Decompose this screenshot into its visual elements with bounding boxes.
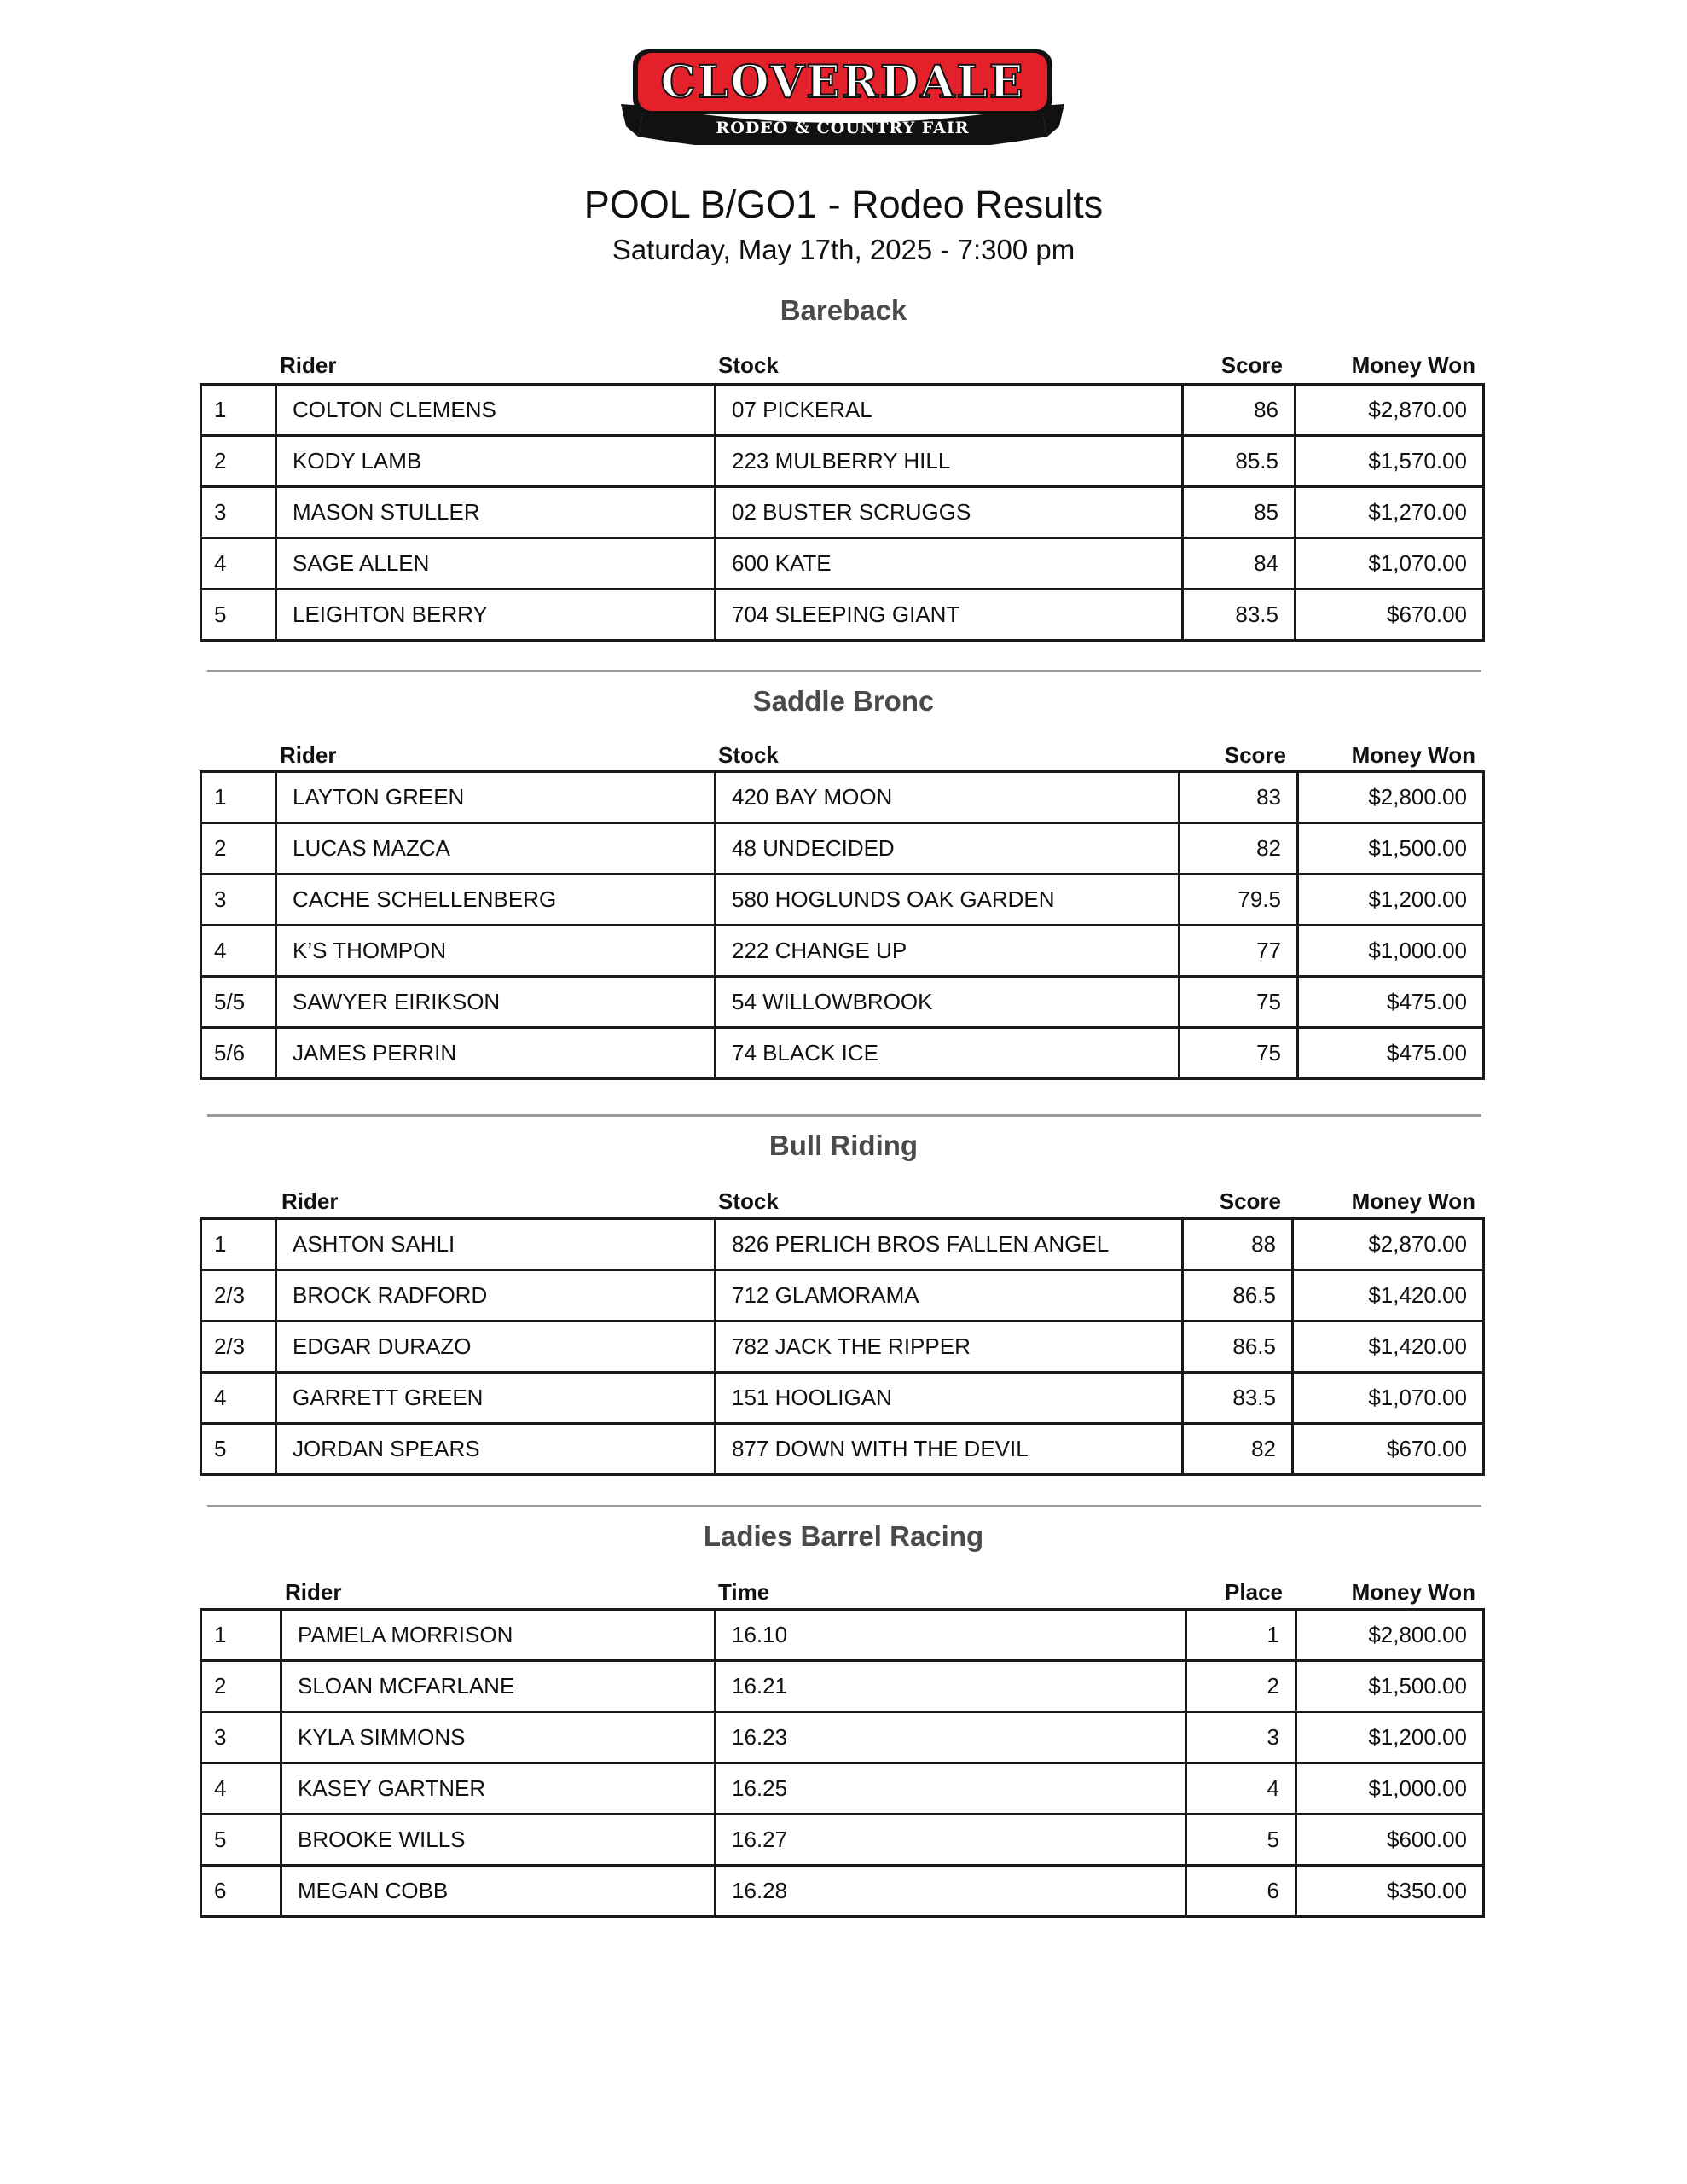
section-title-bull-riding: Bull Riding xyxy=(768,1130,919,1161)
results-table-bull-riding xyxy=(200,1217,1485,1476)
stock-cell: 826 PERLICH BROS FALLEN ANGEL xyxy=(716,1219,1183,1270)
table-row xyxy=(201,1270,1484,1321)
table-row xyxy=(201,823,1484,874)
col-header-score: Score xyxy=(1219,1188,1281,1214)
page-subtitle: Saturday, May 17th, 2025 - 7:300 pm xyxy=(612,234,1075,265)
stock-cell: 704 SLEEPING GIANT xyxy=(716,590,1183,641)
place-cell: 4 xyxy=(201,1373,276,1424)
place-cell: 4 xyxy=(201,538,276,590)
money-cell: $1,420.00 xyxy=(1293,1321,1484,1373)
money-cell: $475.00 xyxy=(1298,977,1484,1028)
rider-cell: KODY LAMB xyxy=(276,436,716,487)
col-header-money-won: Money Won xyxy=(1351,742,1475,768)
table-row xyxy=(201,1424,1484,1475)
score-cell: 75 xyxy=(1180,1028,1298,1079)
money-cell: $1,500.00 xyxy=(1296,1661,1484,1712)
place-value-cell: 5 xyxy=(1186,1815,1296,1866)
money-cell: $1,570.00 xyxy=(1296,436,1484,487)
money-cell: $350.00 xyxy=(1296,1866,1484,1917)
money-cell: $1,000.00 xyxy=(1296,1763,1484,1815)
place-cell: 3 xyxy=(201,487,276,538)
money-cell: $2,800.00 xyxy=(1298,772,1484,823)
money-cell: $2,870.00 xyxy=(1296,385,1484,436)
col-header-money-won: Money Won xyxy=(1351,352,1475,378)
table-row xyxy=(201,1610,1484,1661)
score-cell: 86.5 xyxy=(1183,1270,1293,1321)
place-value-cell: 2 xyxy=(1186,1661,1296,1712)
stock-cell: 782 JACK THE RIPPER xyxy=(716,1321,1183,1373)
place-cell: 3 xyxy=(201,874,276,926)
money-cell: $2,800.00 xyxy=(1296,1610,1484,1661)
money-cell: $1,070.00 xyxy=(1293,1373,1484,1424)
score-cell: 86.5 xyxy=(1183,1321,1293,1373)
place-cell: 1 xyxy=(201,772,276,823)
col-header-time: Time xyxy=(718,1579,770,1605)
money-cell: $2,870.00 xyxy=(1293,1219,1484,1270)
table-row xyxy=(201,436,1484,487)
rider-cell: SAWYER EIRIKSON xyxy=(276,977,716,1028)
table-row xyxy=(201,1866,1484,1917)
col-header-rider: Rider xyxy=(280,742,337,768)
place-cell: 5/6 xyxy=(201,1028,276,1079)
rider-cell: SAGE ALLEN xyxy=(276,538,716,590)
rider-cell: PAMELA MORRISON xyxy=(281,1610,716,1661)
rider-cell: MEGAN COBB xyxy=(281,1866,716,1917)
table-row xyxy=(201,1219,1484,1270)
table-row xyxy=(201,1661,1484,1712)
place-cell: 3 xyxy=(201,1712,281,1763)
section-title-saddle-bronc: Saddle Bronc xyxy=(752,685,935,717)
rider-cell: BROOKE WILLS xyxy=(281,1815,716,1866)
col-header-money-won: Money Won xyxy=(1351,1579,1475,1605)
time-cell: 16.21 xyxy=(716,1661,1186,1712)
place-cell: 6 xyxy=(201,1866,281,1917)
place-cell: 2/3 xyxy=(201,1270,276,1321)
rider-cell: MASON STULLER xyxy=(276,487,716,538)
table-row xyxy=(201,1763,1484,1815)
time-cell: 16.10 xyxy=(716,1610,1186,1661)
section-title-bareback: Bareback xyxy=(780,294,907,326)
score-cell: 82 xyxy=(1183,1424,1293,1475)
money-cell: $1,000.00 xyxy=(1298,926,1484,977)
col-header-stock: Stock xyxy=(718,1188,779,1214)
money-cell: $670.00 xyxy=(1293,1424,1484,1475)
place-cell: 1 xyxy=(201,385,276,436)
col-header-rider: Rider xyxy=(280,352,337,378)
section-title-ladies-barrel-racing: Ladies Barrel Racing xyxy=(703,1520,984,1552)
place-cell: 5/5 xyxy=(201,977,276,1028)
place-value-cell: 6 xyxy=(1186,1866,1296,1917)
col-header-rider: Rider xyxy=(285,1579,342,1605)
rider-cell: JAMES PERRIN xyxy=(276,1028,716,1079)
score-cell: 84 xyxy=(1183,538,1296,590)
section-divider xyxy=(207,670,1481,672)
place-cell: 2 xyxy=(201,436,276,487)
money-cell: $670.00 xyxy=(1296,590,1484,641)
score-cell: 79.5 xyxy=(1180,874,1298,926)
place-cell: 2 xyxy=(201,1661,281,1712)
score-cell: 83 xyxy=(1180,772,1298,823)
stock-cell: 223 MULBERRY HILL xyxy=(716,436,1183,487)
place-cell: 1 xyxy=(201,1610,281,1661)
time-cell: 16.28 xyxy=(716,1866,1186,1917)
stock-cell: 74 BLACK ICE xyxy=(716,1028,1180,1079)
stock-cell: 580 HOGLUNDS OAK GARDEN xyxy=(716,874,1180,926)
stock-cell: 420 BAY MOON xyxy=(716,772,1180,823)
score-cell: 86 xyxy=(1183,385,1296,436)
col-header-money-won: Money Won xyxy=(1351,1188,1475,1214)
score-cell: 85.5 xyxy=(1183,436,1296,487)
stock-cell: 877 DOWN WITH THE DEVIL xyxy=(716,1424,1183,1475)
rider-cell: KYLA SIMMONS xyxy=(281,1712,716,1763)
money-cell: $1,270.00 xyxy=(1296,487,1484,538)
rider-cell: ASHTON SAHLI xyxy=(276,1219,716,1270)
table-row xyxy=(201,1028,1484,1079)
score-cell: 83.5 xyxy=(1183,1373,1293,1424)
stock-cell: 54 WILLOWBROOK xyxy=(716,977,1180,1028)
score-cell: 85 xyxy=(1183,487,1296,538)
score-cell: 77 xyxy=(1180,926,1298,977)
place-value-cell: 4 xyxy=(1186,1763,1296,1815)
place-value-cell: 1 xyxy=(1186,1610,1296,1661)
logo-tagline-text: RODEO & COUNTRY FAIR xyxy=(716,119,970,137)
col-header-stock: Stock xyxy=(718,742,779,768)
col-header-rider: Rider xyxy=(281,1188,339,1214)
time-cell: 16.27 xyxy=(716,1815,1186,1866)
money-cell: $1,200.00 xyxy=(1298,874,1484,926)
place-cell: 5 xyxy=(201,1424,276,1475)
table-row xyxy=(201,874,1484,926)
cloverdale-logo xyxy=(621,44,1064,145)
stock-cell: 222 CHANGE UP xyxy=(716,926,1180,977)
place-cell: 5 xyxy=(201,590,276,641)
rider-cell: LAYTON GREEN xyxy=(276,772,716,823)
table-row xyxy=(201,1815,1484,1866)
rider-cell: K’S THOMPON xyxy=(276,926,716,977)
table-row xyxy=(201,487,1484,538)
rider-cell: LEIGHTON BERRY xyxy=(276,590,716,641)
table-row xyxy=(201,590,1484,641)
score-cell: 75 xyxy=(1180,977,1298,1028)
table-row xyxy=(201,538,1484,590)
stock-cell: 02 BUSTER SCRUGGS xyxy=(716,487,1183,538)
place-cell: 1 xyxy=(201,1219,276,1270)
rider-cell: COLTON CLEMENS xyxy=(276,385,716,436)
score-cell: 82 xyxy=(1180,823,1298,874)
rider-cell: BROCK RADFORD xyxy=(276,1270,716,1321)
page-title: POOL B/GO1 - Rodeo Results xyxy=(583,183,1104,226)
money-cell: $1,420.00 xyxy=(1293,1270,1484,1321)
rider-cell: SLOAN MCFARLANE xyxy=(281,1661,716,1712)
table-row xyxy=(201,1712,1484,1763)
col-header-place: Place xyxy=(1225,1579,1283,1605)
score-cell: 88 xyxy=(1183,1219,1293,1270)
section-divider xyxy=(207,1114,1481,1117)
table-row xyxy=(201,772,1484,823)
results-table-saddle-bronc xyxy=(200,770,1485,1080)
money-cell: $1,070.00 xyxy=(1296,538,1484,590)
stock-cell: 600 KATE xyxy=(716,538,1183,590)
table-row xyxy=(201,385,1484,436)
section-divider xyxy=(207,1505,1481,1507)
money-cell: $1,200.00 xyxy=(1296,1712,1484,1763)
rider-cell: GARRETT GREEN xyxy=(276,1373,716,1424)
money-cell: $475.00 xyxy=(1298,1028,1484,1079)
time-cell: 16.23 xyxy=(716,1712,1186,1763)
rider-cell: KASEY GARTNER xyxy=(281,1763,716,1815)
table-row xyxy=(201,926,1484,977)
stock-cell: 07 PICKERAL xyxy=(716,385,1183,436)
place-cell: 2/3 xyxy=(201,1321,276,1373)
results-table-bareback xyxy=(200,383,1485,642)
place-cell: 4 xyxy=(201,1763,281,1815)
money-cell: $1,500.00 xyxy=(1298,823,1484,874)
stock-cell: 151 HOOLIGAN xyxy=(716,1373,1183,1424)
time-cell: 16.25 xyxy=(716,1763,1186,1815)
place-cell: 5 xyxy=(201,1815,281,1866)
rider-cell: EDGAR DURAZO xyxy=(276,1321,716,1373)
table-row xyxy=(201,977,1484,1028)
money-cell: $600.00 xyxy=(1296,1815,1484,1866)
col-header-score: Score xyxy=(1220,352,1283,378)
results-table-ladies-barrel-racing xyxy=(200,1608,1485,1918)
col-header-stock: Stock xyxy=(718,352,779,378)
rider-cell: LUCAS MAZCA xyxy=(276,823,716,874)
place-cell: 2 xyxy=(201,823,276,874)
place-value-cell: 3 xyxy=(1186,1712,1296,1763)
place-cell: 4 xyxy=(201,926,276,977)
col-header-score: Score xyxy=(1224,742,1286,768)
score-cell: 83.5 xyxy=(1183,590,1296,641)
stock-cell: 712 GLAMORAMA xyxy=(716,1270,1183,1321)
logo-brand-text: CLOVERDALE xyxy=(660,56,1025,108)
table-row xyxy=(201,1321,1484,1373)
rider-cell: JORDAN SPEARS xyxy=(276,1424,716,1475)
table-row xyxy=(201,1373,1484,1424)
rider-cell: CACHE SCHELLENBERG xyxy=(276,874,716,926)
stock-cell: 48 UNDECIDED xyxy=(716,823,1180,874)
